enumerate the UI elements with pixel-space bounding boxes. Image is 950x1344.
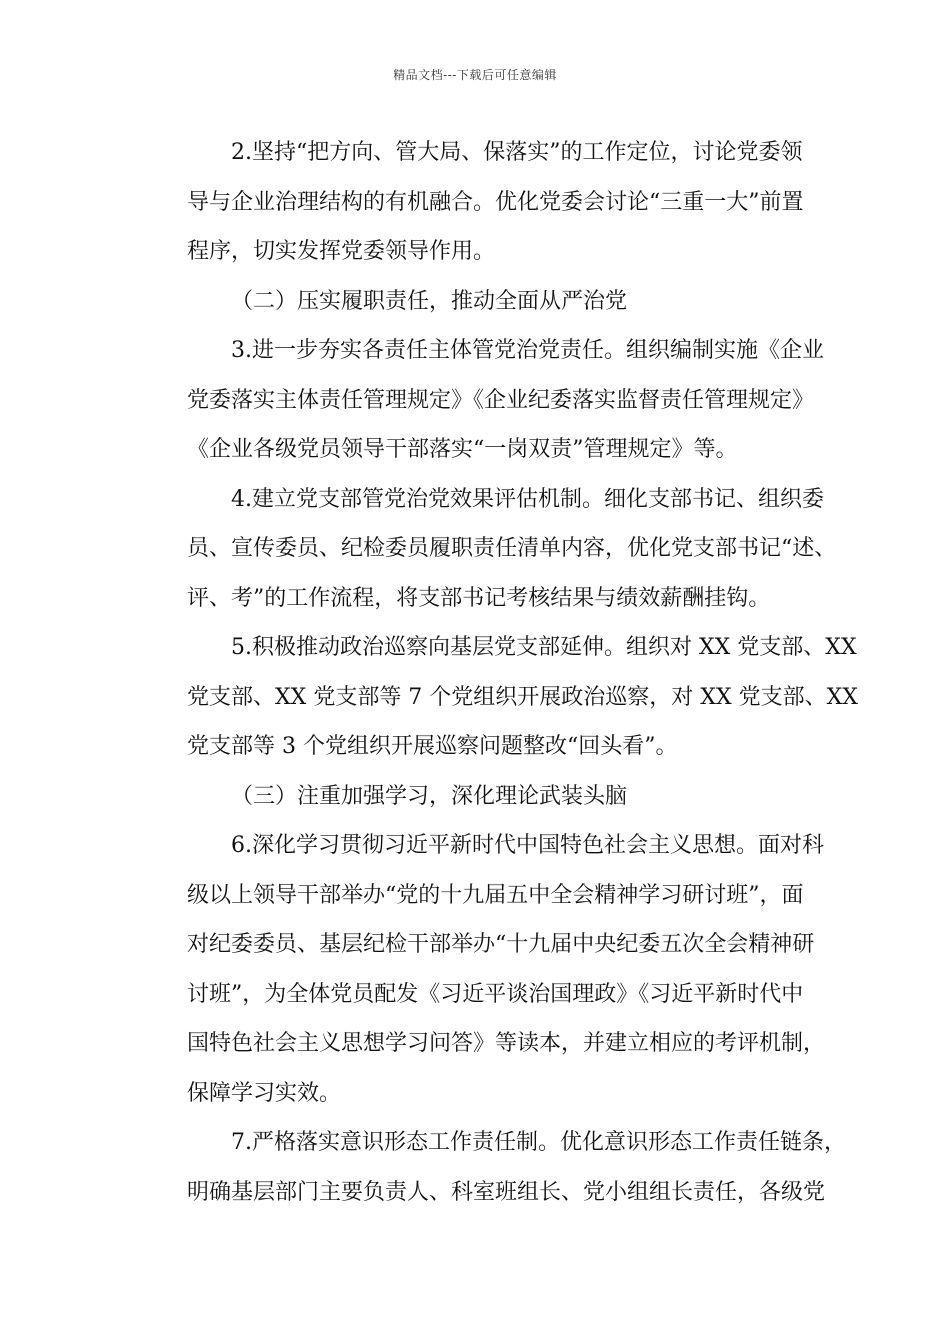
text-line: 党支部、XX 党支部等 7 个党组织开展政治巡察，对 XX 党支部、XX xyxy=(187,684,858,710)
text-line: 评、考”的工作流程，将支部书记考核结果与绩效薪酬挂钩。 xyxy=(187,585,771,611)
text-line: 4.建立党支部管党治党效果评估机制。细化支部书记、组织委 xyxy=(231,486,824,512)
paragraph-item-4 xyxy=(143,475,837,624)
heading-line: （二）压实履职责任，推动全面从严治党 xyxy=(231,288,628,314)
text-line: 对纪委委员、基层纪检干部举办“十九届中央纪委五次全会精神研 xyxy=(187,932,815,957)
text-line: 讨班”，为全体党员配发《习近平谈治国理政》《习近平新时代中 xyxy=(187,981,804,1007)
paragraph-item-7 xyxy=(143,1118,846,1217)
paragraph-item-6 xyxy=(143,821,826,1118)
text-line: 3.进一步夯实各责任主体管党治党责任。组织编制实施《企业 xyxy=(231,338,824,363)
section-heading-2 xyxy=(143,277,815,327)
paragraph-item-3 xyxy=(143,326,824,475)
section-heading-3 xyxy=(143,772,815,822)
text-line: 明确基层部门主要负责人、科室班组长、党小组组长责任，各级党 xyxy=(187,1179,826,1205)
text-line: 6.深化学习贯彻习近平新时代中国特色社会主义思想。面对科 xyxy=(231,833,824,858)
text-line: 7.严格落实意识形态工作责任制。优化意识形态工作责任链条， xyxy=(231,1130,846,1155)
text-line: 导与企业治理结构的有机融合。优化党委会讨论“三重一大”前置 xyxy=(187,189,804,215)
text-line: 《企业各级党员领导干部落实“一岗双责”管理规定》等。 xyxy=(187,437,738,462)
text-line: 2.坚持“把方向、管大局、保落实”的工作定位，讨论党委领 xyxy=(231,140,803,165)
text-line: 级以上领导干部举办“党的十九届五中全会精神学习研讨班”，面 xyxy=(187,882,804,908)
page-header: 精品文档---下载后可任意编辑 xyxy=(393,68,557,82)
heading-line: （三）注重加强学习，深化理论武装头脑 xyxy=(231,783,628,809)
text-line: 程序，切实发挥党委领导作用。 xyxy=(187,239,496,264)
document-body xyxy=(143,128,858,1217)
text-line: 国特色社会主义思想学习问答》等读本，并建立相应的考评机制， xyxy=(187,1031,826,1056)
text-line: 5.积极推动政治巡察向基层党支部延伸。组织对 XX 党支部、XX xyxy=(231,635,857,660)
text-line: 党支部等 3 个党组织开展巡察问题整改“回头看”。 xyxy=(187,734,678,759)
text-line: 员、宣传委员、纪检委员履职责任清单内容，优化党支部书记“述、 xyxy=(187,536,837,561)
paragraph-item-2 xyxy=(143,128,815,277)
text-line: 保障学习实效。 xyxy=(187,1080,342,1106)
paragraph-item-5 xyxy=(143,623,858,772)
text-line: 党委落实主体责任管理规定》《企业纪委落实监督责任管理规定》 xyxy=(187,387,815,413)
